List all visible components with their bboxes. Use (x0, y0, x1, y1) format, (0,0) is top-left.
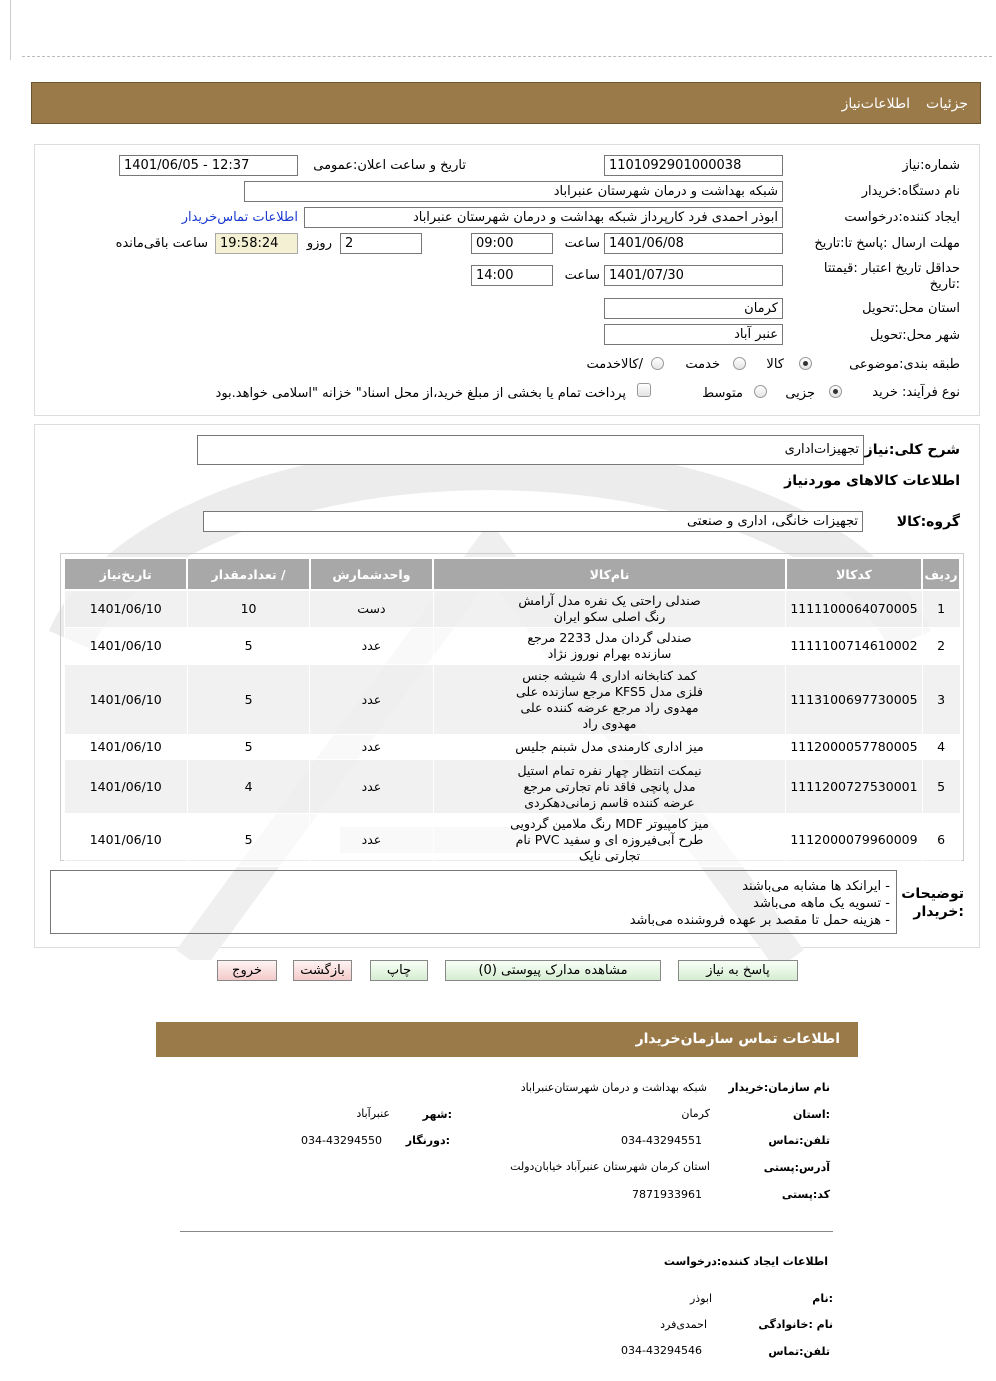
note-line: - هزینه حمل تا مقصد بر عهده فروشنده می‌باشد (629, 913, 890, 928)
summary-title-field: تجهیزات‌اداری (197, 435, 864, 465)
cell-name (433, 760, 786, 814)
col-header-name: نام‌کالا (433, 558, 786, 590)
city-label: شهر محل:تحویل (870, 328, 960, 343)
col-header-code: کدکالا (786, 558, 922, 590)
cell-index: 6 (922, 814, 960, 867)
validity-label: حداقل تاریخ اعتبار :قیمتتا (823, 261, 960, 276)
cell-unit: عدد (310, 735, 434, 760)
notes-label-2: :خریدار (913, 904, 964, 920)
process-medium-radio[interactable] (754, 385, 767, 398)
cell-code: 1113100697730005 (786, 665, 922, 735)
cell-index: 2 (922, 628, 960, 665)
note-line: - ایرانکد ها مشابه می‌باشند (742, 879, 890, 894)
validity-date-field: 1401/07/30 (604, 265, 783, 286)
contact-province-label: :استان (793, 1108, 830, 1121)
treasury-note: پرداخت تمام یا بخشی از مبلغ خرید،از محل اسناد" خزانه "اسلامی خواهد.بود (215, 386, 626, 401)
cell-code: 1111100064070005 (786, 590, 922, 628)
contact-city-value: عنبرآباد (356, 1107, 390, 1120)
province-field: کرمان (604, 298, 783, 319)
buyer-label: نام دستگاه:خریدار (861, 184, 960, 199)
contact-fax-label: :دورنگار (405, 1134, 450, 1147)
table-row (64, 814, 960, 867)
cell-date: 1401/06/10 (64, 590, 187, 628)
goods-info-heading: اطلاعات کالاهای موردنیاز (784, 473, 960, 489)
cell-code: 1112000079960009 (786, 814, 922, 867)
contact-phone-value: 034-43294551 (621, 1134, 702, 1147)
notes-label: توضیحات (901, 886, 964, 902)
validity-label-2: :تاریخ (929, 277, 960, 292)
process-partial-radio[interactable] (829, 385, 842, 398)
cell-index: 3 (922, 665, 960, 735)
postal-value: 7871933961 (632, 1188, 702, 1201)
cell-unit: عدد (310, 628, 434, 665)
requester-field: ابوذر احمدی فرد کارپرداز شبکه بهداشت و درمان شهرستان عنبراباد (304, 207, 783, 228)
creator-family-value: احمدی‌فرد (660, 1318, 707, 1331)
cell-date: 1401/06/10 (64, 760, 187, 814)
cell-qty: 4 (187, 760, 309, 814)
cell-name (433, 590, 786, 628)
cell-code: 1111100714610002 (786, 628, 922, 665)
province-label: استان محل:تحویل (862, 301, 960, 316)
cell-index: 4 (922, 735, 960, 760)
cell-qty: 5 (187, 665, 309, 735)
address-value: استان کرمان شهرستان عنبرآباد خیابان‌دولت (510, 1160, 710, 1173)
category-service-label: خدمت (685, 357, 720, 372)
need-number-field: 1101092901000038 (604, 155, 783, 176)
cell-name (433, 814, 786, 867)
creator-name-value: ابوذر (689, 1292, 712, 1305)
table-row (64, 590, 960, 628)
cell-code: 1112000057780005 (786, 735, 922, 760)
contact-divider (180, 1231, 833, 1232)
cell-unit: دست (310, 590, 434, 628)
creator-family-label: نام :خانوادگی (758, 1318, 833, 1331)
exit-button[interactable]: خروج (217, 960, 277, 981)
table-row (64, 665, 960, 735)
validity-time-field: 14:00 (471, 265, 553, 286)
city-field: عنبر آباد (604, 324, 783, 345)
contact-phone-label: تلفن:تماس (768, 1134, 830, 1147)
creator-header: اطلاعات ایجاد کننده:درخواست (663, 1255, 828, 1268)
print-button[interactable]: چاپ (370, 960, 428, 981)
org-value: شبکه بهداشت و درمان شهرستان‌عنبراباد (520, 1081, 707, 1094)
cell-name-text: میز کامپیوتر MDF رنگ ملامین گردویی طرح آبی‌فیروزه ای و سفید PVC نام تجارتی نایک (510, 816, 709, 863)
cell-unit: عدد (310, 665, 434, 735)
cell-name-text: صندلی راحتی یک نفره مدل آرامش رنگ اصلی سکو ایران (518, 593, 701, 624)
summary-title-label: شرح کلی:نیاز (864, 442, 960, 458)
contact-city-label: :شهر (422, 1108, 452, 1121)
table-row (64, 628, 960, 665)
contact-fax-value: 034-43294550 (301, 1134, 382, 1147)
col-header-index: ردیف (922, 558, 960, 590)
left-border-line (10, 0, 11, 60)
process-label: نوع فرآیند: خرید (872, 385, 960, 400)
announce-field: 1401/06/05 - 12:37 (119, 155, 298, 176)
top-divider (22, 56, 992, 57)
contact-header (156, 1022, 858, 1057)
cell-index: 5 (922, 760, 960, 814)
days-field: 2 (340, 233, 422, 254)
deadline-time-label: ساعت (564, 236, 600, 251)
cell-unit: عدد (310, 814, 434, 867)
cell-code: 1111200727530001 (786, 760, 922, 814)
cell-name (433, 628, 786, 665)
contact-header-title: اطلاعات تماس سازمان‌خریدار (635, 1031, 840, 1047)
treasury-checkbox[interactable] (637, 383, 651, 397)
items-table (63, 557, 961, 867)
table-row (64, 760, 960, 814)
page-header (31, 82, 981, 124)
note-line: - تسویه یک ماهه می‌باشد (753, 896, 890, 911)
cell-unit: عدد (310, 760, 434, 814)
breadcrumb-need-info[interactable]: اطلاعات‌نیاز (841, 96, 910, 112)
cell-index: 1 (922, 590, 960, 628)
creator-phone-label: تلفن:تماس (768, 1345, 830, 1358)
cell-date: 1401/06/10 (64, 628, 187, 665)
category-goods-radio[interactable] (799, 357, 812, 370)
contact-province-value: کرمان (681, 1107, 710, 1120)
goods-group-label: گروه:کالا (896, 514, 960, 530)
category-both-label: /کالاخدمت (586, 357, 643, 372)
col-header-date: تاریخ‌نیاز (64, 558, 187, 590)
process-partial-label: جزیی (785, 386, 815, 401)
process-medium-label: متوسط (702, 386, 743, 401)
cell-name-text: کمد کتابخانه اداری 4 شیشه جنس فلزی مدل KFS5 مرجع سازنده علی مهدوی راد مرجع عرضه کننده علی مهدوی راد (516, 667, 703, 731)
cell-qty: 5 (187, 628, 309, 665)
col-header-unit: واحدشمارش (310, 558, 434, 590)
cell-name (433, 665, 786, 735)
remaining-label: ساعت باقی‌مانده (115, 236, 208, 251)
remaining-time-field: 19:58:24 (215, 233, 298, 254)
deadline-time-field: 09:00 (471, 233, 553, 254)
address-label: آدرس:پستی (763, 1161, 830, 1174)
buyer-field: شبکه بهداشت و درمان شهرستان عنبراباد (244, 181, 783, 202)
cell-name-text: نیمکت انتظار چهار نفره تمام استیل مدل پانچی فاقد نام تجارتی مرجع عرضه کننده قاسم زمانی‌دهکردی (517, 762, 702, 810)
creator-name-label: :نام (812, 1292, 833, 1305)
view-attachments-button[interactable]: مشاهده مدارک پیوستی (0) (445, 960, 661, 981)
goods-group-field: تجهیزات خانگی، اداری و صنعتی (203, 511, 863, 532)
validity-time-label: ساعت (564, 268, 600, 283)
days-label: روزو (306, 236, 332, 251)
cell-date: 1401/06/10 (64, 814, 187, 867)
cell-name (433, 735, 786, 760)
postal-label: کد:پستی (781, 1188, 830, 1201)
cell-name-text: صندلی گردان مدل 2233 مرجع سازنده بهرام نوروز نژاد (527, 630, 692, 661)
requester-label: ایجاد کننده:درخواست (844, 210, 960, 225)
creator-phone-value: 034-43294546 (621, 1344, 702, 1357)
announce-label: تاریخ و ساعت اعلان:عمومی (313, 158, 466, 173)
category-label: طبقه بندی:موضوعی (849, 357, 960, 372)
cell-date: 1401/06/10 (64, 735, 187, 760)
category-both-radio[interactable] (651, 357, 664, 370)
col-header-qty: / تعدادمقدار (187, 558, 309, 590)
org-label: نام سازمان:خریدار (728, 1081, 830, 1094)
back-button[interactable]: بازگشت (293, 960, 352, 981)
buyer-contact-link[interactable]: اطلاعات تماس‌خریدار (181, 210, 298, 225)
need-number-label: شماره:نیاز (902, 158, 960, 173)
breadcrumb-details[interactable]: جزئیات (926, 96, 968, 112)
cell-date: 1401/06/10 (64, 665, 187, 735)
cell-name-text: میز اداری کارمندی مدل شبنم جلیس (515, 739, 704, 754)
cell-qty: 5 (187, 735, 309, 760)
cell-qty: 10 (187, 590, 309, 628)
deadline-date-field: 1401/06/08 (604, 233, 783, 254)
cell-qty: 5 (187, 814, 309, 867)
deadline-label: مهلت ارسال :پاسخ تا:تاریخ (814, 236, 960, 251)
category-goods-label: کالا (766, 357, 784, 372)
table-row (64, 735, 960, 760)
category-service-radio[interactable] (733, 357, 746, 370)
reply-button[interactable]: پاسخ به نیاز (678, 960, 798, 981)
